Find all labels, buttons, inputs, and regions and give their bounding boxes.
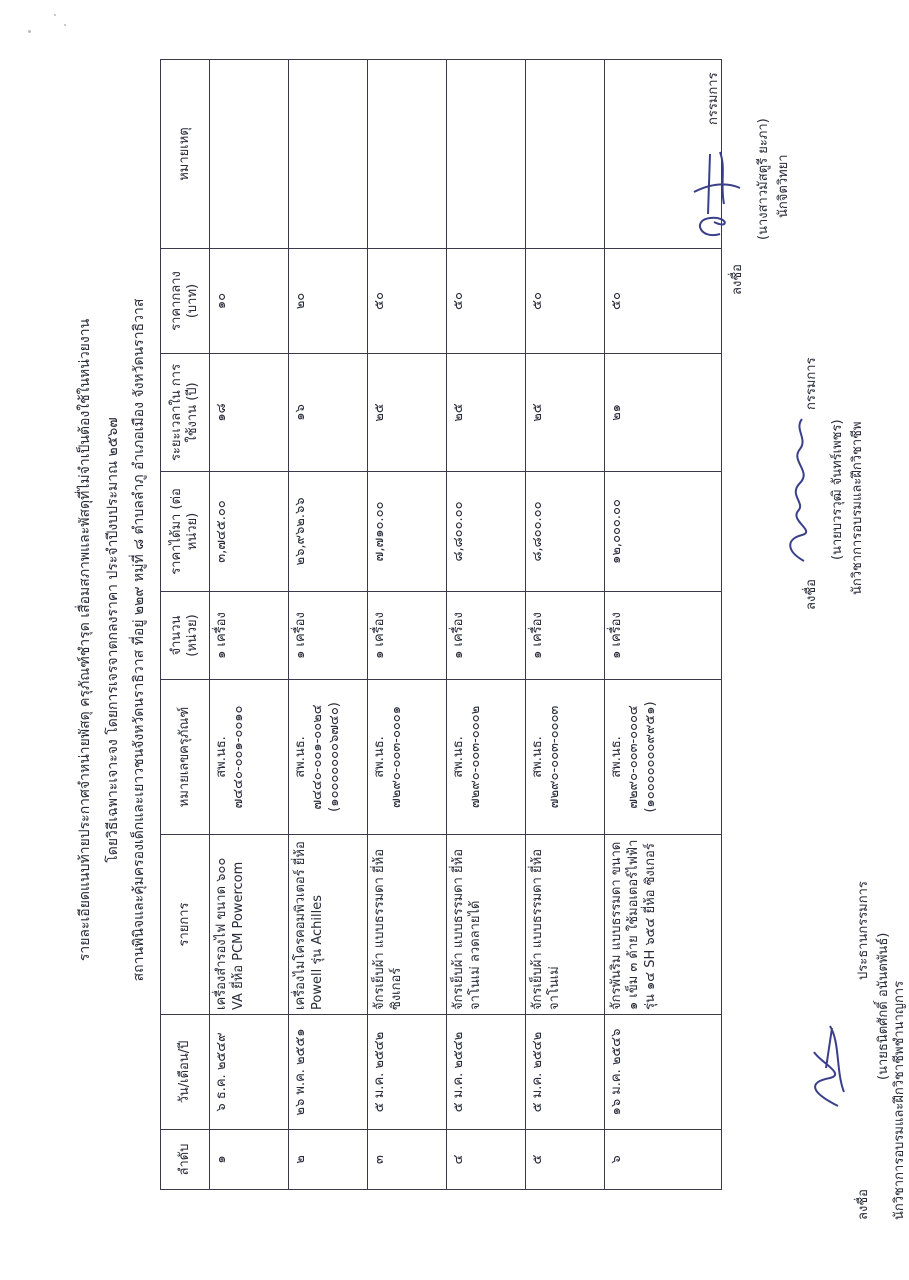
cell-item: เครื่องสำรองไฟ ขนาด ๖๐๐ VA ยี่ห้อ PCM Powercom	[210, 835, 289, 1015]
sign-label: ลงชื่อ	[856, 1189, 871, 1220]
cell-no: ๖	[605, 1130, 722, 1190]
signature-role: ประธานกรรมการ	[856, 881, 871, 980]
cell-reference-price: ๕๐	[368, 249, 447, 354]
cell-price: ๘,๘๐๐.๐๐	[447, 472, 526, 592]
header-asset-code: หมายเลขครุภัณฑ์	[161, 680, 210, 835]
cell-item: จักรเย็บผ้า แบบธรรมดา ยี่ห้อซิงเกอร์	[368, 835, 447, 1015]
cell-reference-price: ๕๐	[447, 249, 526, 354]
cell-no: ๔	[447, 1130, 526, 1190]
cell-reference-price: ๒๐	[289, 249, 368, 354]
cell-no: ๓	[368, 1130, 447, 1190]
cell-item: เครื่องไมโครคอมพิวเตอร์ ยี่ห้อ Powell รุ่น Achilles	[289, 835, 368, 1015]
cell-qty: ๑ เครื่อง	[210, 592, 289, 680]
cell-years: ๑๖	[289, 354, 368, 472]
header-date: วัน/เดือน/ปี	[161, 1015, 210, 1130]
cell-years: ๒๑	[605, 354, 722, 472]
cell-qty: ๑ เครื่อง	[526, 592, 605, 680]
cell-date: ๕ ม.ค. ๒๕๔๒	[368, 1015, 447, 1130]
cell-price: ๒๖,๙๖๒.๖๖	[289, 472, 368, 592]
cell-asset-code: สพ.นธ. ๗๔๔๐-๐๐๑-๐๐๒๔ (๑๐๐๐๐๐๐๐๖๗๔๐)	[289, 680, 368, 835]
cell-price: ๓,๗๔๕.๐๐	[210, 472, 289, 592]
cell-date: ๑๖ ม.ค. ๒๕๔๖	[605, 1015, 722, 1130]
cell-remark	[526, 60, 605, 249]
cell-qty: ๑ เครื่อง	[447, 592, 526, 680]
cell-date: ๕ ม.ค. ๒๕๔๒	[447, 1015, 526, 1130]
cell-years: ๒๕	[526, 354, 605, 472]
asset-disposal-table	[160, 59, 722, 1190]
cell-item: จักรพันริม แบบธรรมดา ขนาด ๑ เข็ม ๓ ด้าย ใช้มอเตอร์ไฟฟ้า รุ่น ๑๔ SH ๖๕๔ ยี่ห้อ ซิงเกอร์	[605, 835, 722, 1015]
header-no: ลำดับ	[161, 1130, 210, 1190]
cell-date: ๖ ธ.ค. ๒๕๔๙	[210, 1015, 289, 1130]
cell-qty: ๑ เครื่อง	[289, 592, 368, 680]
cell-remark	[210, 60, 289, 249]
header-item: รายการ	[161, 835, 210, 1015]
header-qty: จำนวน (หน่วย)	[161, 592, 210, 680]
cell-years: ๒๕	[368, 354, 447, 472]
cell-asset-code: สพ.นธ. ๗๔๔๐-๐๐๑-๐๐๑๐	[210, 680, 289, 835]
cell-remark	[289, 60, 368, 249]
table-row	[526, 60, 605, 1190]
cell-no: ๕	[526, 1130, 605, 1190]
cell-price: ๘,๘๐๐.๐๐	[526, 472, 605, 592]
header-years-used: ระยะเวลาใน การใช้งาน (ปี)	[161, 354, 210, 472]
cell-item: จักรเย็บผ้า แบบธรรมดา ยี่ห้อจาโนเม่ ลวดลายได้	[447, 835, 526, 1015]
cell-reference-price: ๕๐	[605, 249, 722, 354]
table-header-row	[161, 60, 210, 1190]
cell-date: ๕ ม.ค. ๒๕๔๒	[526, 1015, 605, 1130]
cell-years: ๒๕	[447, 354, 526, 472]
handwritten-signature-2	[780, 415, 824, 565]
cell-years: ๑๘	[210, 354, 289, 472]
cell-price: ๗,๗๑๐.๐๐	[368, 472, 447, 592]
cell-qty: ๑ เครื่อง	[605, 592, 722, 680]
cell-reference-price: ๕๐	[526, 249, 605, 354]
header-acquired-price: ราคาได้มา (ต่อหน่วย)	[161, 472, 210, 592]
header-remark: หมายเหตุ	[161, 60, 210, 249]
signer-name: (นายธนิตศักดิ์ อนันตพันธ์)	[876, 932, 891, 1080]
table-row	[289, 60, 368, 1190]
cell-price: ๑๒,๐๐๐.๐๐	[605, 472, 722, 592]
signer-position: นักจิตวิทยา	[776, 154, 791, 218]
cell-remark	[368, 60, 447, 249]
signature-role: กรรมการ	[804, 357, 819, 410]
signer-name: (นายบวรวุฒิ จันทร์เพชร)	[830, 419, 845, 560]
header-reference-price: ราคากลาง (บาท)	[161, 249, 210, 354]
table-row	[447, 60, 526, 1190]
cell-item: จักรเย็บผ้า แบบธรรมดา ยี่ห้อจาโนเม่	[526, 835, 605, 1015]
cell-asset-code: สพ.นธ. ๗๒๙๐-๐๐๓-๐๐๐๑	[368, 680, 447, 835]
cell-no: ๑	[210, 1130, 289, 1190]
document-title: รายละเอียดแนบท้ายประกาศจำหน่ายพัสดุ ครุภัณฑ์ชำรุด เสื่อมสภาพและพัสดุที่ไม่จำเป็นต้องใช้ในหน่วยงาน	[77, 318, 93, 962]
cell-asset-code: สพ.นธ. ๗๒๙๐-๐๐๓-๐๐๐๔ (๑๐๐๐๐๐๐๐๙๙๕๑)	[605, 680, 722, 835]
cell-remark	[447, 60, 526, 249]
handwritten-signature-3	[680, 148, 744, 244]
cell-reference-price: ๑๐	[210, 249, 289, 354]
sign-label: ลงชื่อ	[730, 264, 745, 295]
cell-qty: ๑ เครื่อง	[368, 592, 447, 680]
cell-asset-code: สพ.นธ. ๗๒๙๐-๐๐๓-๐๐๐๓	[526, 680, 605, 835]
table-row	[210, 60, 289, 1190]
signature-role: กรรมการ	[706, 72, 721, 125]
signer-position: นักวิชาการอบรมและฝึกวิชาชีพ	[850, 421, 865, 595]
cell-date: ๒๖ พ.ค. ๒๕๕๑	[289, 1015, 368, 1130]
agency-address: สถานพินิจและคุ้มครองเด็กและเยาวชนจังหวัดนราธิวาส ที่อยู่ ๒๒๙ หมู่ที่ ๘ ตำบลลำภู อำเภอเมือง จังหวัดนราธิวาส	[131, 298, 147, 982]
cell-asset-code: สพ.นธ. ๗๒๙๐-๐๐๓-๐๐๐๒	[447, 680, 526, 835]
handwritten-signature-1	[800, 1022, 850, 1112]
document-subtitle: โดยวิธีเฉพาะเจาะจง โดยการเจรจาตกลงราคา ประจำปีงบประมาณ ๒๕๖๗	[105, 417, 121, 863]
signer-position: นักวิชาการอบรมและฝึกวิชาชีพชำนาญการ	[892, 980, 907, 1220]
cell-no: ๒	[289, 1130, 368, 1190]
table-row	[368, 60, 447, 1190]
sign-label: ลงชื่อ	[804, 579, 819, 610]
signer-name: (นางสาวมัสตูรี ยะภา)	[756, 118, 771, 240]
